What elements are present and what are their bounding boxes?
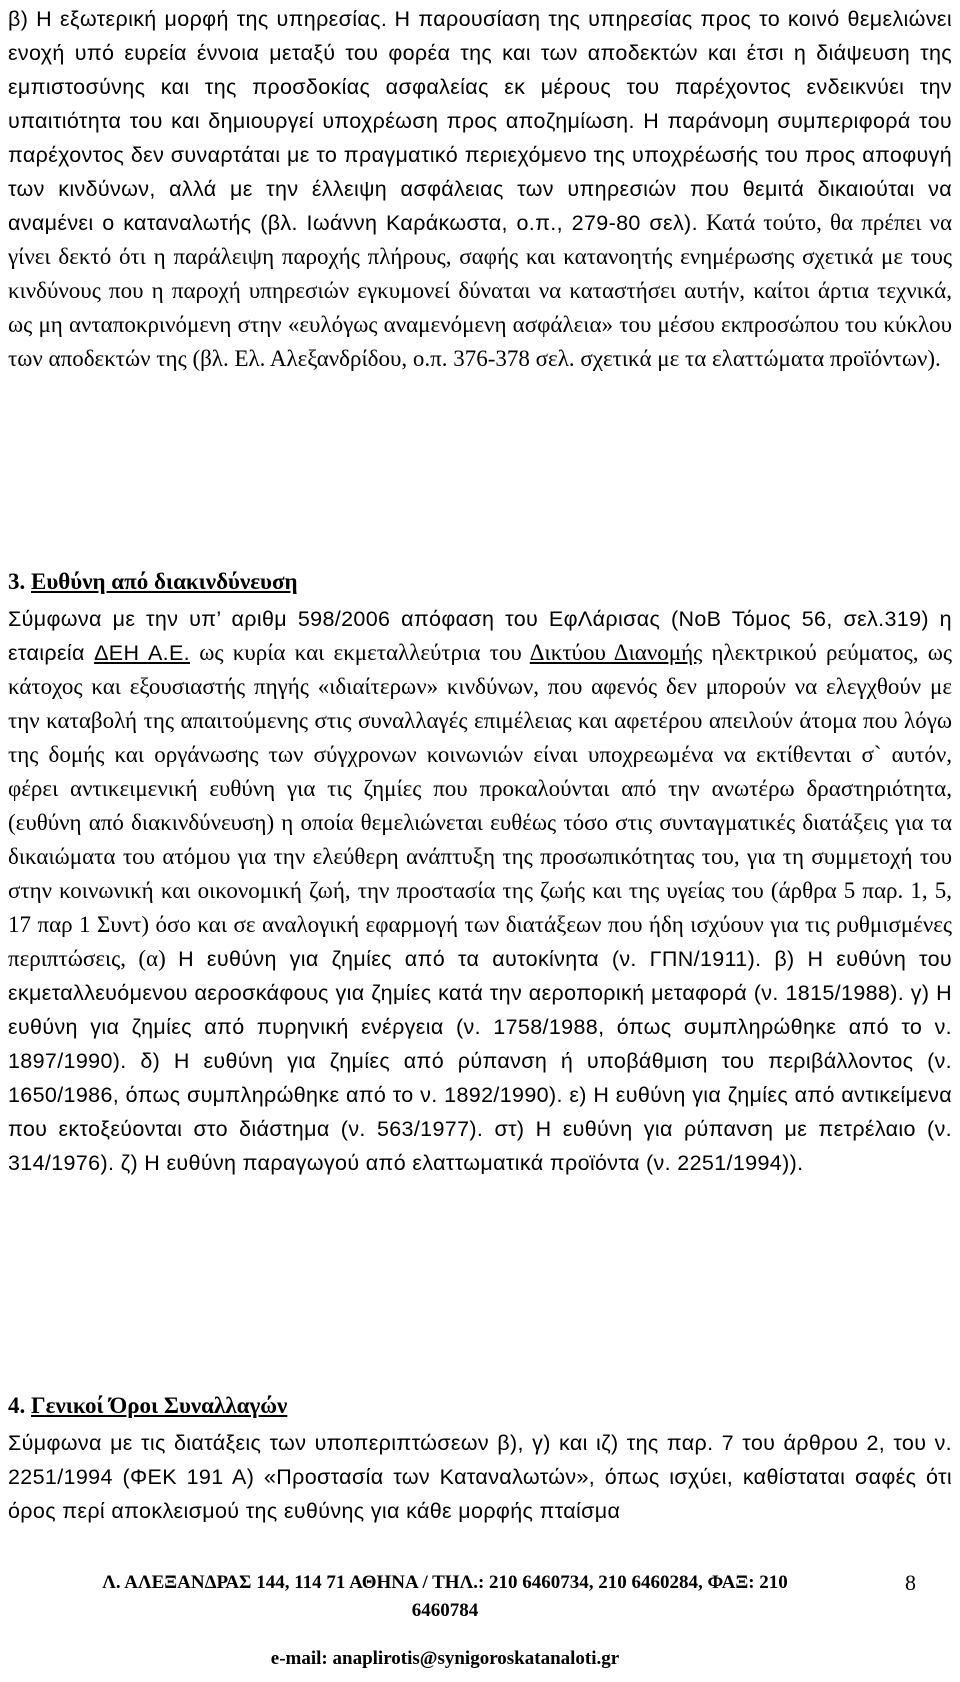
- section-3-title: Ευθύνη από διακινδύνευση: [31, 569, 298, 594]
- footer-fax-continued: 6460784: [411, 1600, 479, 1621]
- section-3-serif-1: ως κυρία και εκμεταλλεύτρια του: [199, 640, 522, 665]
- page-footer: [0, 1568, 960, 1682]
- section-3-sans-list: Η ευθύνη για ζημίες από τα αυτοκίνητα (ν. ΓΠΝ/1911). β) Η ευθύνη του εκμεταλλευόμενου αεροσκάφους για ζημίες κατά την αεροπορική μεταφορά (ν. 1815/1988). γ) Η ευθύνη για ζημίες από πυρηνική ενέργεια (ν. 1758/1988, όπως συμπληρώθηκε από το ν. 1897/1990). δ) Η ευθύνη για ζημίες από ρύπανση ή υποβάθμιση του περιβάλλοντος (ν. 1650/1986, όπως συμπληρώθηκε από το ν. 1892/1990). ε) Η ευθύνη για ζημίες από αντικείμενα που εκτοξεύονται στο διάστημα (ν. 563/1977). στ) Η ευθύνη για ρύπανση με πετρέλαιο (ν. 314/1976). ζ) Η ευθύνη παραγωγού από ελαττωματικά προϊόντα (ν. 2251/1994)).: [8, 947, 952, 1175]
- section-4-number: 4.: [8, 1393, 26, 1418]
- footer-address: Λ. ΑΛΕΞΑΝΔΡΑΣ 144, 114 71 ΑΘΗΝΑ / ΤΗΛ.: 210 6460734, 210 6460284, ΦΑΞ: 210: [102, 1572, 788, 1593]
- section-4-heading: [8, 1389, 952, 1423]
- section-3-intro: Σύμφωνα με την υπ’ αριθμ 598/2006 απόφαση του ΕφΛάρισας (ΝοΒ Τόμος 56, σελ.319) η εταιρεία: [8, 607, 952, 665]
- network-name: Δικτύου Διανομής: [529, 640, 703, 665]
- company-name: ΔΕΗ Α.Ε.: [94, 641, 190, 665]
- section-3-body: [8, 602, 952, 1180]
- paragraph-body-serif: Κατά τούτο, θα πρέπει να γίνει δεκτό ότι η παράλειψη παροχής πλήρους, σαφής και κατανοητής ενημέρωσης σχετικά με τους κινδύνους που η παροχή υπηρεσιών εγκυμονεί δύναται να καταστήσει αυτήν, καίτοι άρτια τεχνικά, ως μη ανταποκρινόμενη στην «ευλόγως αναμενόμενη ασφάλεια» του μέσου εκπροσώπου του κύκλου των αποδεκτών της (βλ. Ελ. Αλεξανδρίδου, ο.π. 376-378 σελ. σχετικά με τα ελαττώματα προϊόντων).: [8, 210, 953, 371]
- paragraph-service-form: [8, 2, 952, 376]
- page-number: 8: [905, 1570, 916, 1595]
- footer-email: e-mail: anaplirotis@synigoroskatanaloti.gr: [270, 1648, 620, 1669]
- section-4-title: Γενικοί Όροι Συναλλαγών: [31, 1393, 288, 1418]
- paragraph-lead-sans: β) Η εξωτερική μορφή της υπηρεσίας.: [8, 7, 388, 31]
- paragraph-body-sans: Η παρουσίαση της υπηρεσίας προς το κοινό θεμελιώνει ενοχή υπό ευρεία έννοια μεταξύ του φορέα της και των αποδεκτών και έτσι η διάψευση της εμπιστοσύνης και της προσδοκίας ασφαλείας εκ μέρους του παρέχοντος ενδεικνύει την υπαιτιότητα του και δημιουργεί υποχρέωση προς αποζημίωση. Η παράνομη συμπεριφορά του παρέχοντος δεν συναρτάται με το πραγματικό περιεχόμενο της υποχρέωσής του προς αποφυγή των κινδύνων, αλλά με την έλλειψη ασφάλειας των υπηρεσιών που θεμιτά δικαιούται να αναμένει ο καταναλωτής (βλ. Ιωάννη Καράκωστα, ο.π., 279-80 σελ).: [8, 7, 952, 235]
- section-3-number: 3.: [8, 569, 26, 594]
- section-4-body: [8, 1426, 952, 1528]
- section-3-serif-2: ηλεκτρικού ρεύματος, ως κάτοχος και εξουσιαστής πηγής «ιδιαίτερων» κινδύνων, που αφενός δεν μπορούν να ελεγχθούν με την καταβολή της απαιτούμενης στις συναλλαγές επιμέλειας και αφετέρου απειλούν άτομα που λόγω της δομής και οργάνωσης των σύγχρονων κοινωνιών είναι υποχρεωμένα να εκτίθενται σ` αυτόν, φέρει αντικειμενική ευθύνη για τις ζημίες που προκαλούνται από την ανωτέρω δραστηριότητα, (ευθύνη από διακινδύνευση) η οποία θεμελιώνεται ευθέως τόσο στις συνταγματικές διατάξεις για τα δικαιώματα του ατόμου για την ελεύθερη ανάπτυξη της προσωπικότητας του, για τη συμμετοχή του στην κοινωνική και οικονομική ζωή, την προστασία της ζωής και της υγείας του (άρθρα 5 παρ. 1, 5, 17 παρ 1 Συντ) όσο και σε αναλογική εφαρμογή των διατάξεων που ήδη ισχύουν για τις ρυθμισμένες περιπτώσεις, (α): [8, 640, 953, 971]
- section-4-text: Σύμφωνα με τις διατάξεις των υποπεριπτώσεων β), γ) και ιζ) της παρ. 7 του άρθρου 2, του ν. 2251/1994 (ΦΕΚ 191 Α) «Προστασία των Καταναλωτών», όπως ισχύει, καθίσταται σαφές ότι όρος περί αποκλεισμού της ευθύνης για κάθε μορφής πταίσμα: [8, 1431, 952, 1523]
- section-3-heading: [8, 565, 952, 599]
